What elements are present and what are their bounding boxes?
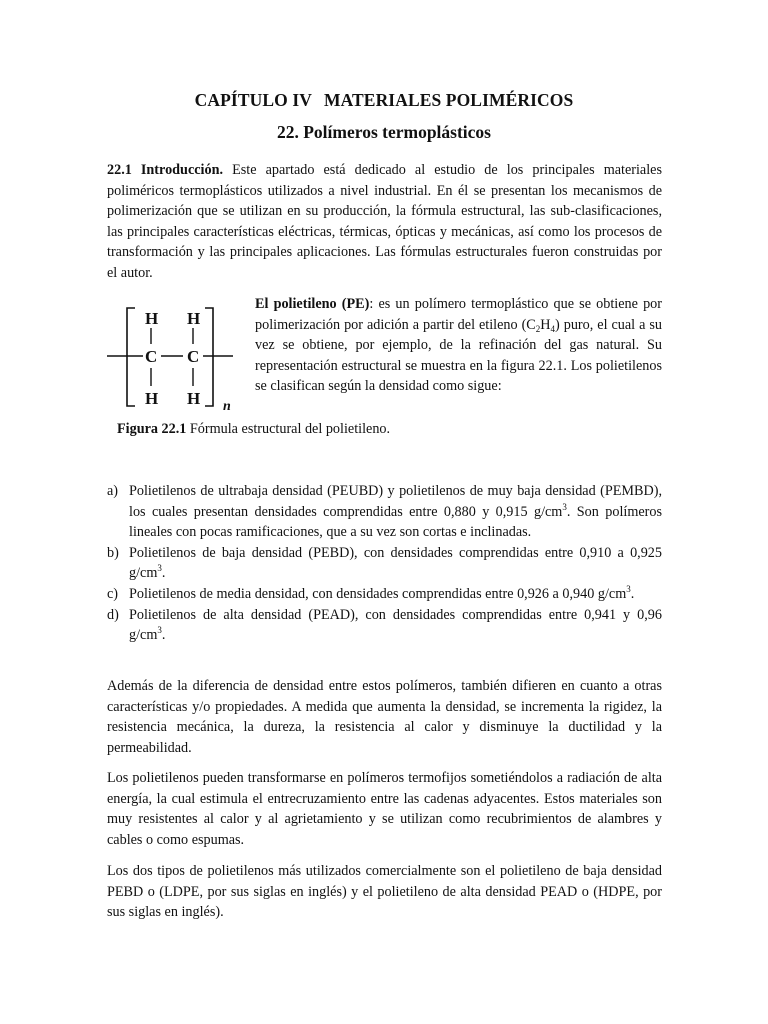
superscript: 3 [157, 625, 162, 636]
list-item-text: . [630, 585, 635, 602]
chapter-number: CAPÍTULO IV [194, 90, 312, 110]
figure-caption [117, 421, 390, 438]
crosslinking-paragraph: Los polietilenos pueden transformarse en polímeros termofijos sometiéndolos a radiación de alta energía, la cual estimula el entrecruzamiento entre las cadenas adyacentes. Estos materiales son muy resistentes al calor y al agrietamiento y se utilizan como recubrimientos de alambres y cables o como espumas. [107, 770, 662, 848]
atom-h-top-right: H [187, 309, 201, 328]
intro-text: Este apartado está dedicado al estudio de los principales materiales poliméricos termoplásticos utilizados a nivel industrial. En él se presentan los mecanismos de polimerización que se utilizan en su producción, la fórmula estructural, las sub-clasificaciones, las principales características eléctricas, térmicas, ópticas y mecánicas, así como los procesos de transformación y las principales aplicaciones. Las fórmulas estructurales fueron construidas por el autor. [107, 162, 662, 281]
list-item [107, 605, 662, 646]
list-item-text: Polietilenos de ultrabaja densidad (PEUBD) y polietilenos de muy baja densidad (PEMBD), los cuales presentan densidades comprendidas entre 0,880 y 0,915 g/cm [129, 483, 662, 520]
atom-c-left: C [145, 347, 158, 366]
polyethylene-text: H [540, 316, 551, 333]
polyethylene-structural-formula [105, 300, 245, 415]
list-item-text: Polietilenos de media densidad, con densidades comprendidas entre 0,926 a 0,940 g/cm [129, 585, 627, 602]
density-properties-paragraph: Además de la diferencia de densidad entre estos polímeros, también difieren en cuanto a otras características y/o propiedades. A medida que aumenta la densidad, se incrementa la rigidez, la resistencia mecánica, la dureza, la resistencia al calor y disminuye la ductilidad y la permeabilidad. [107, 678, 662, 756]
commercial-types-paragraph: Los dos tipos de polietilenos más utilizados comercialmente son el polietileno de baja densidad PEBD o (LDPE, por sus siglas en inglés) y el polietileno de alta densidad PEAD o (HDPE, por sus siglas en inglés). [107, 863, 662, 921]
intro-paragraph [107, 160, 662, 284]
list-item [107, 543, 662, 584]
polyethylene-paragraph [255, 294, 662, 397]
density-classification-list [107, 481, 662, 646]
atom-h-top-left: H [145, 309, 159, 328]
atom-c-right: C [187, 347, 200, 366]
right-bracket [205, 308, 213, 406]
subscript: 2 [535, 323, 541, 334]
section-title: 22. Polímeros termoplásticos [276, 122, 491, 142]
superscript: 3 [562, 501, 567, 512]
list-item-text: . [161, 627, 166, 644]
list-item-text: . [161, 565, 166, 582]
figure-caption-text: Fórmula estructural del polietileno. [186, 421, 391, 437]
list-marker: d) [107, 606, 119, 623]
chapter-title: MATERIALES POLIMÉRICOS [323, 90, 574, 110]
intro-heading: 22.1 Introducción. [107, 162, 224, 178]
list-item [107, 481, 662, 543]
atom-h-bottom-right: H [187, 389, 201, 408]
superscript: 3 [157, 563, 162, 574]
list-marker: b) [107, 544, 119, 561]
figure-label: Figura 22.1 [117, 421, 187, 437]
list-marker: a) [107, 483, 119, 499]
list-item-text: Polietilenos de baja densidad (PEBD), con densidades comprendidas entre 0,910 a 0,925 g/cm [129, 544, 662, 582]
chapter-heading [0, 90, 768, 111]
repeat-index: n [223, 399, 231, 414]
left-bracket [127, 308, 135, 406]
list-marker: c) [107, 585, 119, 602]
subscript: 4 [550, 323, 556, 334]
list-item [107, 584, 662, 605]
list-item-text: . Son polímeros lineales con pocas ramificaciones, que a su vez son cortas e inclinadas. [129, 503, 663, 541]
superscript: 3 [626, 583, 631, 594]
polyethylene-text: ) puro, el cual a su vez se obtiene, por ejemplo, de la refinación del gas natural. Su representación estructural se muestra en la figura 22.1. Los polietilenos se clasifican según la densidad como sigue: [255, 316, 662, 395]
polyethylene-term: El polietileno (PE) [255, 296, 370, 312]
polyethylene-text: : es un polímero termoplástico que se obtiene por polimerización por adición a partir del etileno (C [255, 296, 662, 333]
atom-h-bottom-left: H [145, 389, 159, 408]
list-item-text: Polietilenos de alta densidad (PEAD), con densidades comprendidas entre 0,941 y 0,96 g/cm [129, 606, 662, 644]
